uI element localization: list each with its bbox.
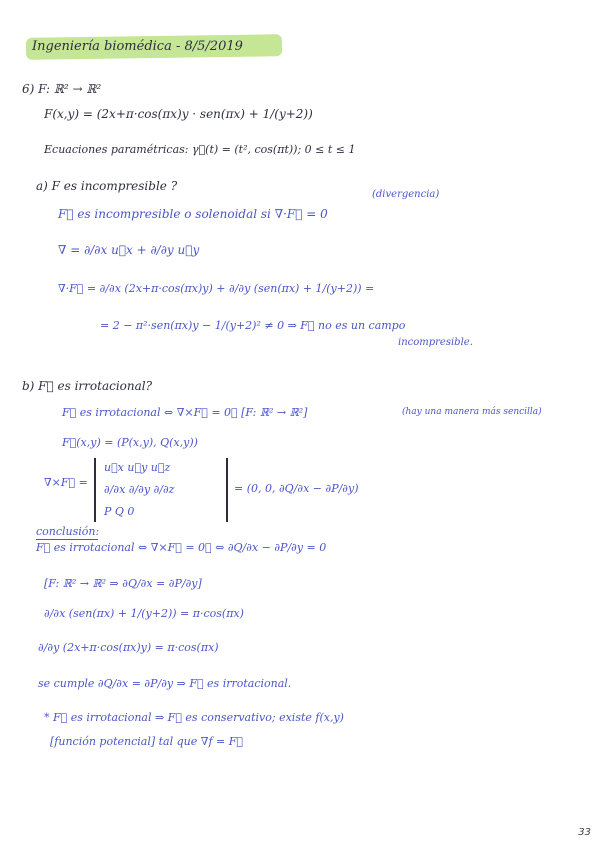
matrix-left-bar <box>94 458 96 522</box>
conclusion-label: conclusión: <box>36 525 100 538</box>
irrotational-definition: F⃗ es irrotacional ⇔ ∇×F⃗ = 0⃗ [F: ℝ² → ℝ²] <box>62 406 308 419</box>
partial-p-dy: ∂/∂y (2x+π·cos(πx)y) = π·cos(πx) <box>38 641 219 654</box>
matrix-row-unit-vectors: u⃗x u⃗y u⃗z <box>104 461 171 474</box>
curl-lhs: ∇×F⃗ = <box>44 476 88 489</box>
conclusion-underline <box>36 539 98 540</box>
matrix-row-components: P Q 0 <box>104 505 135 518</box>
divergence-result: = 2 − π²·sen(πx)y − 1/(y+2)² ≠ 0 ⇒ F⃗ no es un campo <box>100 319 406 332</box>
criterion: [F: ℝ² → ℝ² ⇒ ∂Q/∂x = ∂P/∂y] <box>44 577 202 590</box>
parametric-equations: Ecuaciones paramétricas: γ⃗(t) = (t², cos(πt)); 0 ≤ t ≤ 1 <box>44 143 356 156</box>
curl-rhs: = (0, 0, ∂Q/∂x − ∂P/∂y) <box>234 482 359 495</box>
matrix-right-bar <box>226 458 228 522</box>
divergence-note: (divergencia) <box>372 189 440 200</box>
conservative-note: * F⃗ es irrotacional ⇒ F⃗ es conservativo; existe f(x,y) <box>44 711 344 724</box>
conclusion-statement: F⃗ es irrotacional ⇔ ∇×F⃗ = 0⃗ ⇔ ∂Q/∂x − ∂P/∂y = 0 <box>36 541 327 554</box>
incompressible-definition: F⃗ es incompresible o solenoidal si ∇·F⃗ = 0 <box>58 207 328 221</box>
page-number: 33 <box>578 827 591 838</box>
matrix-row-partials: ∂/∂x ∂/∂y ∂/∂z <box>104 483 175 496</box>
part-a-question: a) F es incompresible ? <box>36 179 178 193</box>
partial-q-dx: ∂/∂x (sen(πx) + 1/(y+2)) = π·cos(πx) <box>44 607 244 620</box>
divergence-expression: ∇·F⃗ = ∂/∂x (2x+π·cos(πx)y) + ∂/∂y (sen(πx) + 1/(y+2)) = <box>58 282 375 295</box>
field-components: F⃗(x,y) = (P(x,y), Q(x,y)) <box>62 436 198 449</box>
page-title: Ingeniería biomédica - 8/5/2019 <box>32 39 243 54</box>
problem-header: 6) F: ℝ² → ℝ² <box>22 82 102 96</box>
divergence-conclusion: incompresible. <box>398 337 473 348</box>
function-definition: F(x,y) = (2x+π·cos(πx)y · sen(πx) + 1/(y+2)) <box>44 107 313 121</box>
nabla-operator: ∇ = ∂/∂x u⃗x + ∂/∂y u⃗y <box>58 243 200 257</box>
part-b-question: b) F⃗ es irrotacional? <box>22 379 153 393</box>
potential-function: [función potencial] tal que ∇f = F⃗ <box>50 735 243 748</box>
easier-way-note: (hay una manera más sencilla) <box>402 407 542 417</box>
irrotational-result: se cumple ∂Q/∂x = ∂P/∂y ⇒ F⃗ es irrotacional. <box>38 677 292 690</box>
